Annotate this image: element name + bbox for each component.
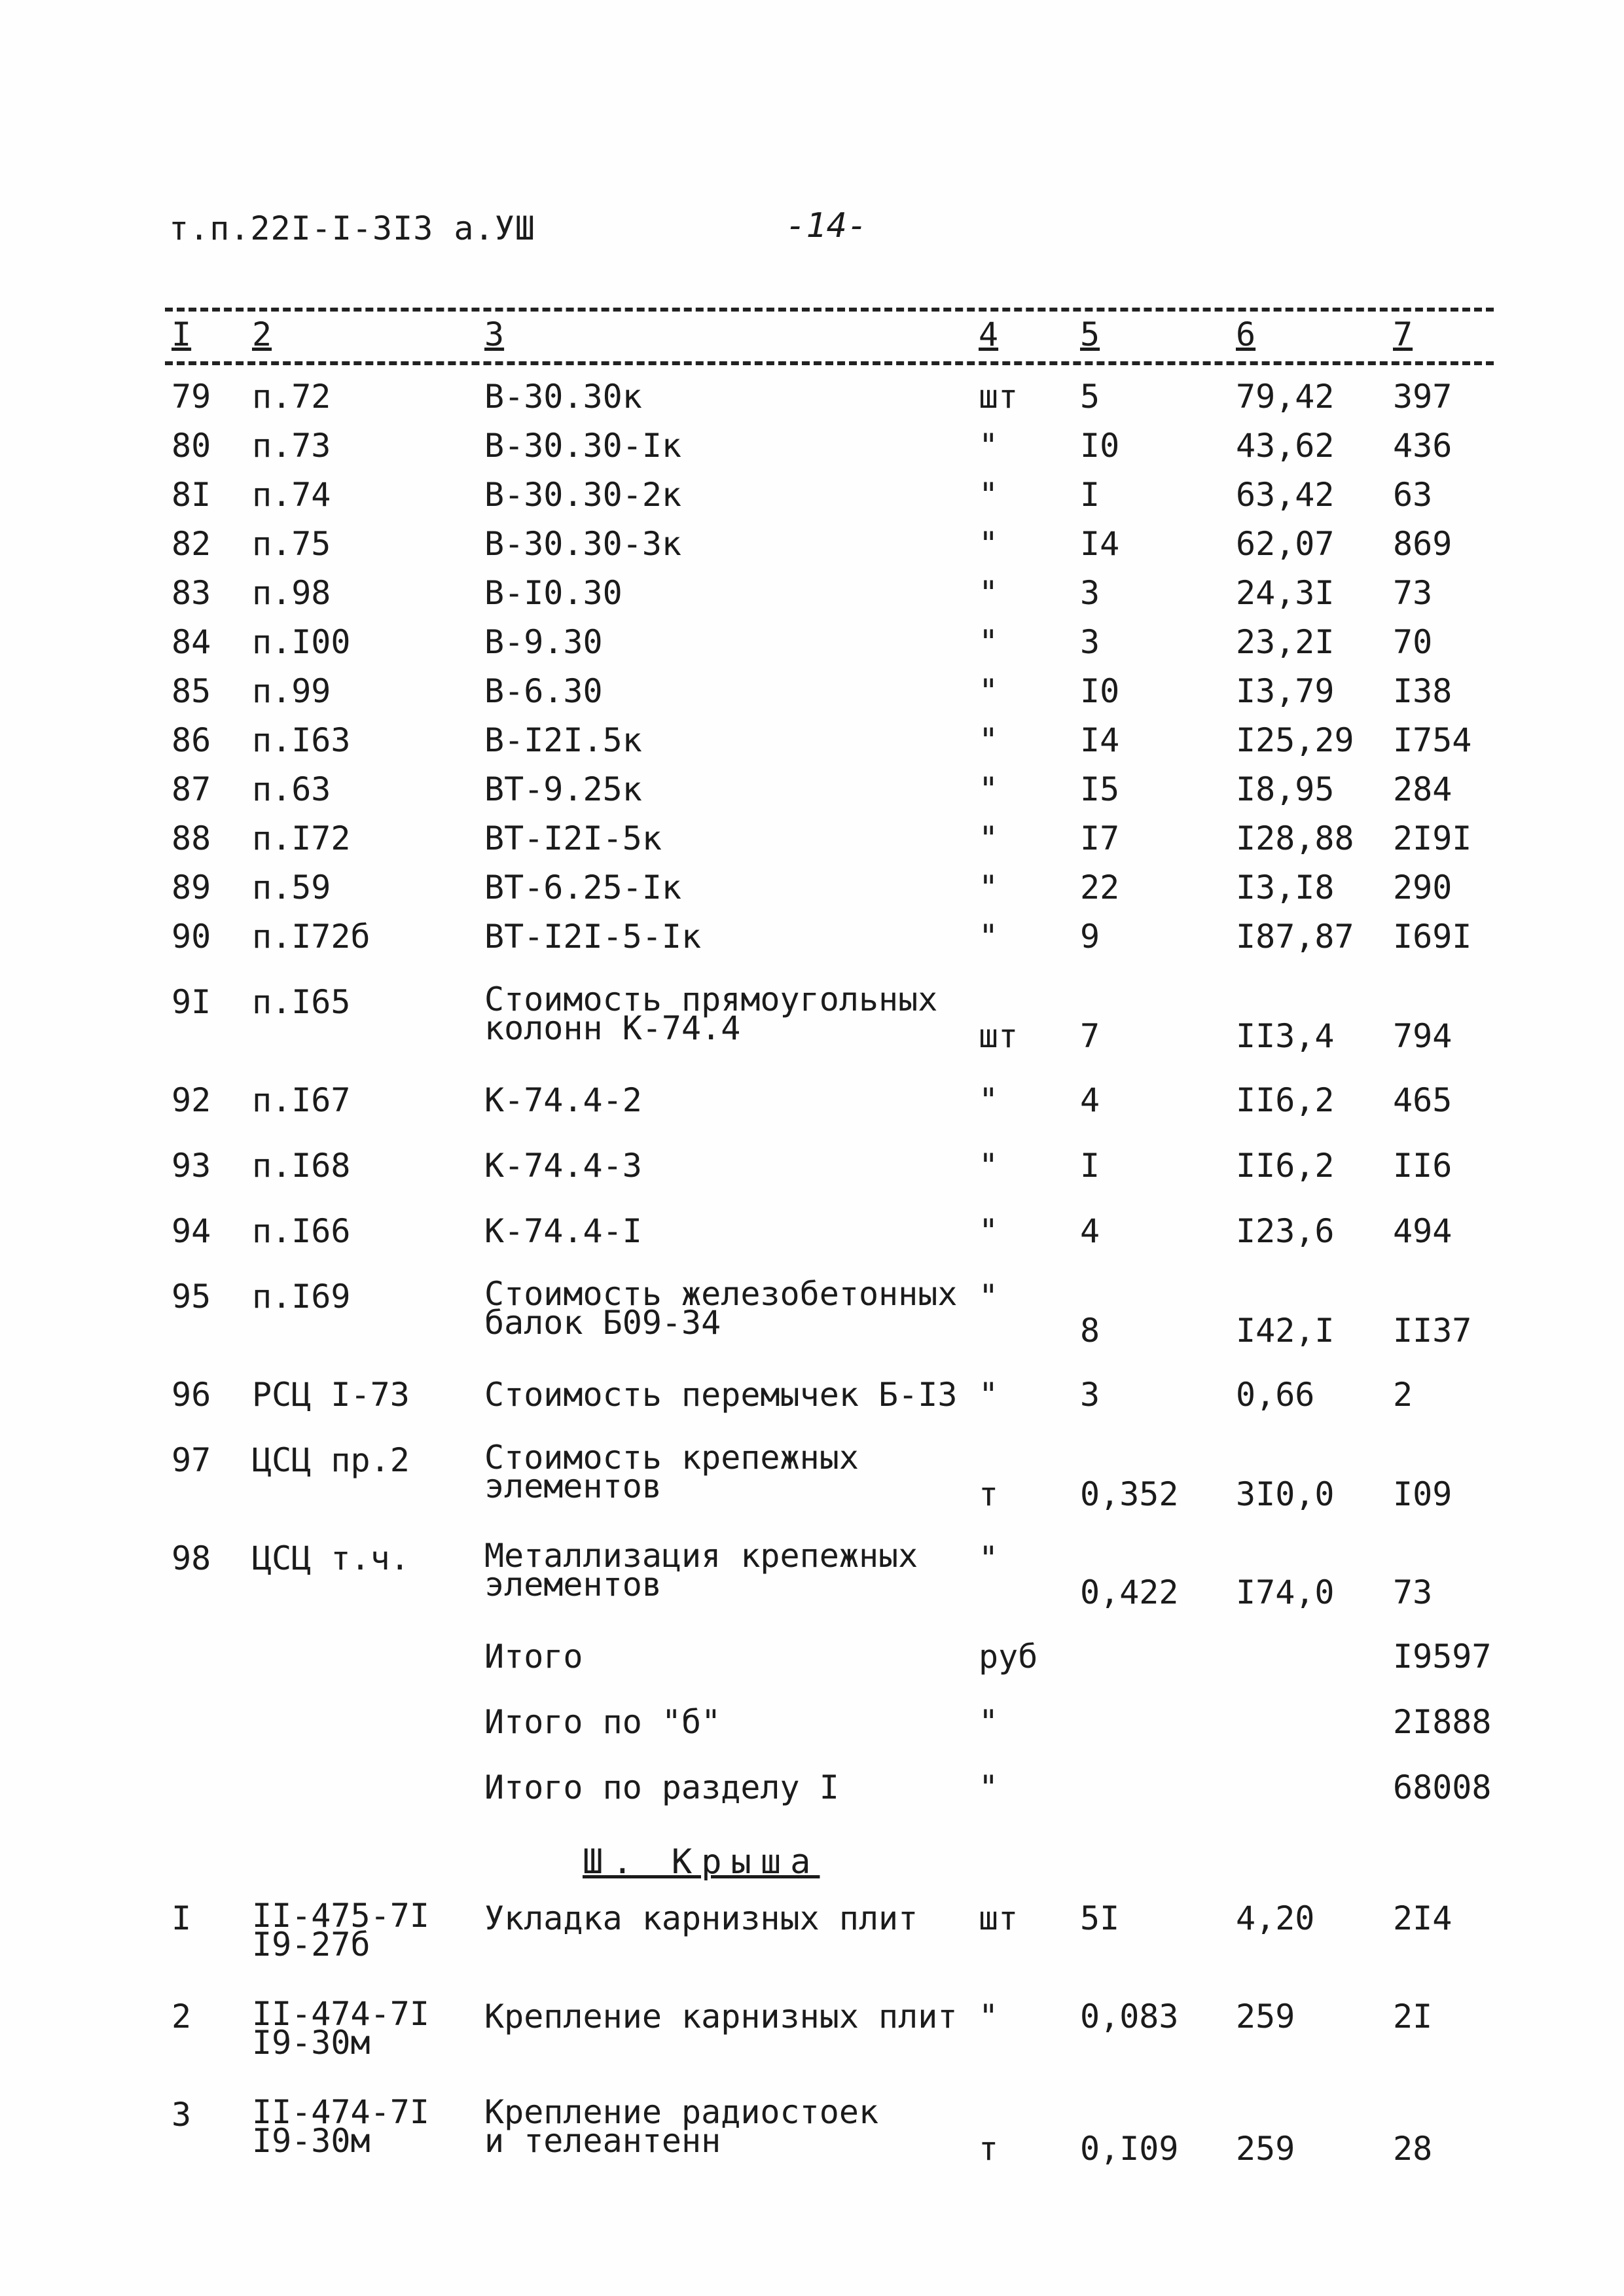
row-unit: "	[979, 1081, 999, 1119]
row-total: I09	[1393, 1475, 1453, 1513]
row-name: В-30.30-Iк	[484, 427, 682, 465]
table-row	[0, 429, 1624, 478]
row-reference: п.59	[252, 869, 331, 906]
row-price: II6,2	[1236, 1081, 1335, 1119]
row-name: В-30.30-3к	[484, 525, 682, 563]
row-number: 8I	[171, 476, 211, 514]
row-reference: п.I68	[252, 1147, 351, 1185]
row-number: 79	[171, 378, 211, 416]
row-number: 93	[171, 1147, 211, 1185]
row-number: 3	[171, 2096, 192, 2134]
row-unit: "	[979, 672, 999, 710]
row-total: 2	[1393, 1376, 1413, 1414]
row-price: 0,66	[1236, 1376, 1315, 1414]
row-price: 3I0,0	[1236, 1475, 1335, 1513]
table-row	[0, 723, 1624, 772]
row-unit: "	[979, 1703, 999, 1741]
row-price: 23,2I	[1236, 623, 1335, 661]
row-reference: п.72	[252, 378, 331, 416]
row-reference: II-474-7I	[252, 2093, 429, 2131]
row-price: 62,07	[1236, 525, 1335, 563]
column-header-2: 2	[252, 315, 272, 353]
row-total: 794	[1393, 1017, 1453, 1055]
table-row	[0, 1149, 1624, 1214]
row-total: 63	[1393, 476, 1433, 514]
table-row	[0, 1640, 1624, 1705]
column-header-5: 5	[1080, 315, 1100, 353]
row-name: Итого по разделу I	[484, 1768, 839, 1806]
table-row	[0, 821, 1624, 870]
row-total: 494	[1393, 1212, 1453, 1250]
row-unit: "	[979, 1278, 999, 1316]
row-name: В-I2I.5к	[484, 721, 642, 759]
table-row	[0, 576, 1624, 625]
row-unit: "	[979, 1539, 999, 1577]
table-row	[0, 527, 1624, 576]
row-quantity: 8	[1080, 1312, 1100, 1350]
table-row	[0, 2093, 1624, 2196]
row-reference: II-475-7I	[252, 1897, 429, 1935]
row-price: I74,0	[1236, 1573, 1335, 1611]
table-row	[0, 772, 1624, 821]
row-quantity: I5	[1080, 770, 1120, 808]
column-header-4: 4	[979, 315, 999, 353]
row-name: К-74.4-3	[484, 1147, 642, 1185]
row-reference: п.I63	[252, 721, 351, 759]
section-heading-roof	[0, 1836, 1624, 1901]
row-number: 95	[171, 1278, 211, 1316]
row-name: Укладка карнизных плит	[484, 1899, 918, 1937]
row-number: 89	[171, 869, 211, 906]
table-row	[0, 674, 1624, 723]
row-quantity: I	[1080, 476, 1100, 514]
row-unit: шт	[979, 1017, 1019, 1055]
row-unit: "	[979, 623, 999, 661]
row-total: 68008	[1393, 1768, 1492, 1806]
row-total: 2I888	[1393, 1703, 1492, 1741]
row-unit: "	[979, 869, 999, 906]
row-unit: шт	[979, 1899, 1019, 1937]
row-price: 259	[1236, 1998, 1295, 2036]
row-price: II6,2	[1236, 1147, 1335, 1185]
row-name: Стоимость прямоугольных	[484, 980, 938, 1018]
row-reference: п.I72б	[252, 918, 370, 956]
row-name: Итого	[484, 1638, 583, 1676]
row-price: 24,3I	[1236, 574, 1335, 612]
table-row	[0, 1897, 1624, 2000]
row-reference: п.73	[252, 427, 331, 465]
row-total: 73	[1393, 574, 1433, 612]
document-reference: т.п.22I-I-3I3 а.УШ	[169, 209, 535, 247]
table-row	[0, 1439, 1624, 1541]
row-reference: п.I72	[252, 819, 351, 857]
table-row	[0, 1537, 1624, 1640]
row-reference: п.I00	[252, 623, 351, 661]
page-number: -14-	[785, 206, 868, 245]
row-total: 73	[1393, 1573, 1433, 1611]
row-unit: т	[979, 1475, 999, 1513]
column-header-7: 7	[1393, 315, 1413, 353]
row-total: 436	[1393, 427, 1453, 465]
row-number: 87	[171, 770, 211, 808]
row-reference: п.I67	[252, 1081, 351, 1119]
row-unit: т	[979, 2130, 999, 2168]
row-unit: "	[979, 1376, 999, 1414]
row-reference: п.98	[252, 574, 331, 612]
row-unit: "	[979, 819, 999, 857]
row-total: II37	[1393, 1312, 1472, 1350]
table-row	[0, 1995, 1624, 2098]
row-quantity: 7	[1080, 1017, 1100, 1055]
row-reference: РСЦ I-73	[252, 1376, 410, 1414]
row-price: II3,4	[1236, 1017, 1335, 1055]
row-total: 397	[1393, 378, 1453, 416]
row-number: 82	[171, 525, 211, 563]
row-price: I3,79	[1236, 672, 1335, 710]
row-reference: I9-27б	[252, 1926, 370, 1964]
row-number: 84	[171, 623, 211, 661]
row-name: В-9.30	[484, 623, 603, 661]
row-unit: "	[979, 770, 999, 808]
row-name: Металлизация крепежных	[484, 1537, 918, 1575]
row-number: 86	[171, 721, 211, 759]
row-quantity: 0,I09	[1080, 2130, 1179, 2168]
row-price: I25,29	[1236, 721, 1354, 759]
row-quantity: I	[1080, 1147, 1100, 1185]
row-name: В-30.30к	[484, 378, 642, 416]
row-total: I9597	[1393, 1638, 1492, 1676]
table-row	[0, 1770, 1624, 1836]
row-unit: "	[979, 1768, 999, 1806]
row-price: I3,I8	[1236, 869, 1335, 906]
row-name: балок Б09-34	[484, 1304, 721, 1342]
row-reference: п.75	[252, 525, 331, 563]
row-quantity: 5I	[1080, 1899, 1120, 1937]
row-total: I38	[1393, 672, 1453, 710]
row-name: элементов	[484, 1566, 662, 1604]
row-name: колонн К-74.4	[484, 1009, 741, 1047]
row-unit: "	[979, 721, 999, 759]
row-quantity: 4	[1080, 1081, 1100, 1119]
row-price: I23,6	[1236, 1212, 1335, 1250]
row-unit: "	[979, 574, 999, 612]
row-price: I87,87	[1236, 918, 1354, 956]
row-name: ВТ-6.25-Iк	[484, 869, 682, 906]
row-name: ВТ-9.25к	[484, 770, 642, 808]
row-reference: п.99	[252, 672, 331, 710]
row-total: 2I4	[1393, 1899, 1453, 1937]
row-name: Итого по "б"	[484, 1703, 721, 1741]
row-name: К-74.4-I	[484, 1212, 642, 1250]
row-quantity: 3	[1080, 574, 1100, 612]
row-number: I	[171, 1899, 192, 1937]
row-reference: п.63	[252, 770, 331, 808]
row-total: 70	[1393, 623, 1433, 661]
row-name: Крепление радиостоек	[484, 2093, 879, 2131]
table-row	[0, 1378, 1624, 1443]
row-total: II6	[1393, 1147, 1453, 1185]
header-divider-bottom	[165, 361, 1494, 365]
row-price: 4,20	[1236, 1899, 1315, 1937]
row-reference: п.74	[252, 476, 331, 514]
row-name: Стоимость крепежных	[484, 1439, 859, 1477]
row-unit: "	[979, 427, 999, 465]
row-name: элементов	[484, 1467, 662, 1505]
row-number: 97	[171, 1441, 211, 1479]
row-unit: шт	[979, 378, 1019, 416]
table-row	[0, 380, 1624, 429]
row-number: 94	[171, 1212, 211, 1250]
row-reference: п.I65	[252, 983, 351, 1021]
row-price: 79,42	[1236, 378, 1335, 416]
row-quantity: 3	[1080, 1376, 1100, 1414]
row-total: 2I	[1393, 1998, 1433, 2036]
header-divider-top	[165, 308, 1494, 312]
row-quantity: 0,083	[1080, 1998, 1179, 2036]
row-name: Стоимость железобетонных	[484, 1275, 958, 1313]
row-total: 869	[1393, 525, 1453, 563]
estimate-table	[0, 380, 1624, 2196]
row-price: 63,42	[1236, 476, 1335, 514]
table-row	[0, 478, 1624, 527]
row-reference: II-474-7I	[252, 1995, 429, 2033]
row-name: В-6.30	[484, 672, 603, 710]
row-number: 96	[171, 1376, 211, 1414]
row-total: 284	[1393, 770, 1453, 808]
row-quantity: 3	[1080, 623, 1100, 661]
row-price: I28,88	[1236, 819, 1354, 857]
row-number: 98	[171, 1539, 211, 1577]
row-reference: I9-30м	[252, 2024, 370, 2062]
row-name: Стоимость перемычек Б-I3	[484, 1376, 958, 1414]
row-quantity: 0,422	[1080, 1573, 1179, 1611]
table-row	[0, 870, 1624, 920]
row-total: 28	[1393, 2130, 1433, 2168]
table-row	[0, 980, 1624, 1083]
table-row	[0, 1705, 1624, 1770]
row-price: 259	[1236, 2130, 1295, 2168]
row-name: В-30.30-2к	[484, 476, 682, 514]
table-row	[0, 920, 1624, 985]
row-number: 92	[171, 1081, 211, 1119]
row-price: I8,95	[1236, 770, 1335, 808]
row-quantity: I0	[1080, 672, 1120, 710]
section-title: Ш. Крыша	[583, 1842, 820, 1882]
table-row	[0, 1275, 1624, 1378]
row-number: 90	[171, 918, 211, 956]
row-quantity: 9	[1080, 918, 1100, 956]
table-row	[0, 625, 1624, 674]
row-reference: ЦСЦ т.ч.	[252, 1539, 410, 1577]
row-reference: I9-30м	[252, 2122, 370, 2160]
row-total: I754	[1393, 721, 1472, 759]
row-number: 80	[171, 427, 211, 465]
row-reference: п.I69	[252, 1278, 351, 1316]
row-unit: "	[979, 525, 999, 563]
row-quantity: 22	[1080, 869, 1120, 906]
row-name: ВТ-I2I-5к	[484, 819, 662, 857]
row-number: 88	[171, 819, 211, 857]
table-row	[0, 1083, 1624, 1149]
row-reference: ЦСЦ пр.2	[252, 1441, 410, 1479]
row-unit: "	[979, 1147, 999, 1185]
column-header-3: 3	[484, 315, 505, 353]
row-name: и телеантенн	[484, 2122, 721, 2160]
row-unit: руб	[979, 1638, 1038, 1676]
row-number: 9I	[171, 983, 211, 1021]
row-quantity: 4	[1080, 1212, 1100, 1250]
row-unit: "	[979, 1998, 999, 2036]
row-quantity: 5	[1080, 378, 1100, 416]
row-name: Крепление карнизных плит	[484, 1998, 958, 2036]
row-price: 43,62	[1236, 427, 1335, 465]
column-header-6: 6	[1236, 315, 1256, 353]
row-number: 2	[171, 1998, 192, 2036]
table-row	[0, 1214, 1624, 1280]
row-quantity: I7	[1080, 819, 1120, 857]
column-header-1: I	[171, 315, 192, 353]
row-number: 83	[171, 574, 211, 612]
row-unit: "	[979, 1212, 999, 1250]
row-number: 85	[171, 672, 211, 710]
row-quantity: I4	[1080, 525, 1120, 563]
row-total: I69I	[1393, 918, 1472, 956]
row-name: ВТ-I2I-5-Iк	[484, 918, 702, 956]
row-total: 465	[1393, 1081, 1453, 1119]
row-total: 2I9I	[1393, 819, 1472, 857]
row-name: В-I0.30	[484, 574, 623, 612]
row-quantity: I0	[1080, 427, 1120, 465]
row-unit: "	[979, 918, 999, 956]
row-total: 290	[1393, 869, 1453, 906]
row-reference: п.I66	[252, 1212, 351, 1250]
row-unit: "	[979, 476, 999, 514]
row-name: К-74.4-2	[484, 1081, 642, 1119]
row-price: I42,I	[1236, 1312, 1335, 1350]
row-quantity: I4	[1080, 721, 1120, 759]
row-quantity: 0,352	[1080, 1475, 1179, 1513]
